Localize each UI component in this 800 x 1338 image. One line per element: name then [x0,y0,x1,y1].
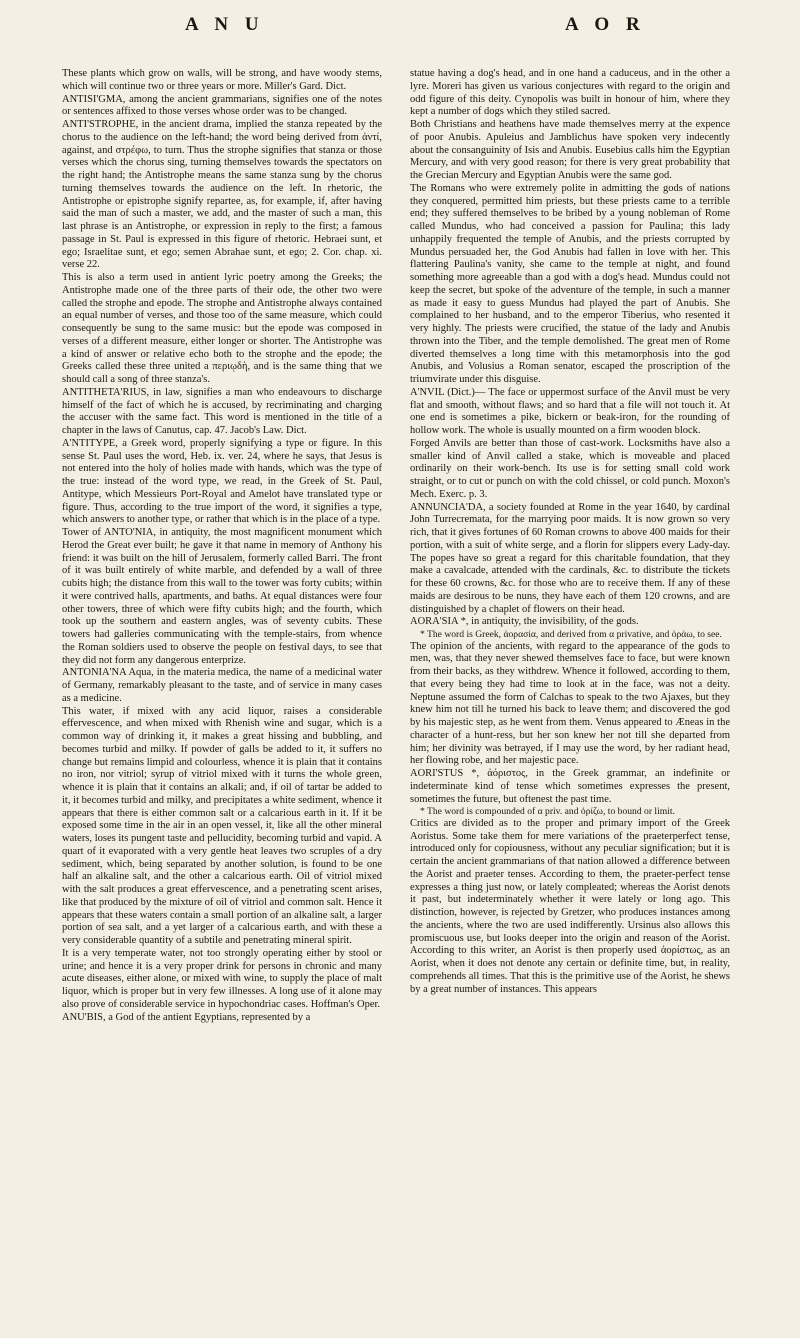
entry-paragraph: AORI'STUS *, ἀόριστος, in the Greek grammar, an indefinite or indeterminate kind of tense which sometimes expresses the present, sometimes the future, but oftenest the past time. [410,768,730,805]
running-head-left: A N U [185,14,265,35]
entry-paragraph: ANU'BIS, a God of the antient Egyptians, represented by a [62,1011,311,1023]
running-head-right: A O R [565,14,646,35]
entry-paragraph: The Romans who were extremely polite in admitting the gods of nations they conquered, permitted him priests, but these priests came to a terrible end; they suffered themselves to be bribed by a young nobleman of Rome called Mundus, who had conceived a passion for Paulina; this lady unhappily frequented the temple of Anubis, and the priests corrupted by Mundus persuaded her, the God Anubis had fallen in love with her. This flattering Paulina's vanity, she came to the temple at night, and found something more agreeable than a god with a dog's head. Mundus could not keep the secret, but spoke of the adventure of the temple, in such a manner as made it easy to guess Mundus had played the part of Anubis. She complained to her husband, and to the emperor Tiberius, who resented it very highly. The priests were crucified, the statue of the lady and Anubis thrown into the Tiber, and the temple demolished. The great men of Rome diverted themselves a long time with this metamorphosis into the god Anubis, and Volusius a Roman senator, escaped the proscription of the triumvirate under this disguise. [410,182,730,385]
entry-paragraph: The opinion of the ancients, with regard to the appearance of the gods to men, was, that they never shewed themselves face to face, but were known from their backs, as they withdrew. Whence it followed, according to them, that every being they had time to look at in the face, was not a deity. Neptune assumed the form of Calchas to speak to the two Ajaxes, but they knew him not till he turned his back to leave them; and discovered the god by his majestic step, as he went from them. Venus appeared to Æneas in the character of a hunt-ress, but her son knew her not till she departed from him; her divinity was betrayed, if I may use the word, by her radiant head, her flowing robe, and her majestic pace. [410,640,730,767]
footnote: * The word is compounded of α priv. and ὁρίζω, to bound or limit. [420,806,675,818]
footnote: * The word is Greek, ἀορασία, and derived from α privative, and ὁράω, to see. [420,629,722,640]
entry-paragraph: Tower of ANTO'NIA, in antiquity, the most magnificent monument which Herod the Great ever built; he gave it that name in memory of Anthony his friend: it was built on the hill of Jerusalem, formerly called Barri. The front of it was built entirely of white marble, and defended by a wall of three cubits high; the distance from this wall to the tower was forty cubits; within it were contrived halls, apartments, and baths. At equal distances were four other towers, three of which were fifty cubits high; and the fourth, which took up the southern and eastern angles, was of seventy cubits. These towers had galleries communicating with the temple-stairs, from whence the Roman soldiers used to observe the people on festival days, to see that they did not form any dangerous enterprize. [62,527,382,666]
right-column [410,68,730,996]
entry-paragraph: This is also a term used in antient lyric poetry among the Greeks; the Antistrophe made one of the three parts of their ode, the other two were called the strophe and epode. The strophe and Antistrophe always contained an equal number of verses, and those too of the same measure, which could consequently be sung to the same music: but the epode was composed in verses of a different measure, either longer or shorter. The Antistrophe was a kind of answer or relative echo both to the strophe and the epode; the Greeks called these three united a περιῳδὴ, and is the same thing that we should call a song of three stanza's. [62,272,382,385]
entry-paragraph: These plants which grow on walls, will be strong, and have woody stems, which will continue two or three years or more. Miller's Gard. Dict. [62,68,382,92]
entry-paragraph: A'NTITYPE, a Greek word, properly signifying a type or figure. In this sense St. Paul uses the word, Heb. ix. ver. 24, where he says, that Jesus is not entered into the holy of holies made with hands, which was the type of the true: instead of the word type, we read, in the Greek of St. Paul, Antitype, which Messieurs Port-Royal and Amelot have translated type or figure. Thus, according to the true import of the word, it signifies a type, which answers to another type, or rather that which is in the place of a type. [62,437,382,526]
left-column [62,68,382,1024]
entry-paragraph: ANNUNCIA'DA, a society founded at Rome in the year 1640, by cardinal John Turrecremata, for the marrying poor maids. It is now grown so very rich, that it gives fortunes of 60 Roman crowns to above 400 maids for their portion, with a suit of white serge, and a florin for slippers every Lady-day. The popes have so great a regard for this charitable foundation, that they make a cavalcade, attended with the cardinals, &c. to distribute the tickets for these 60 crowns, &c. for those who are to receive them. If any of these maids are desirous to be nuns, they have each of them 120 crowns, and are distinguished by a chaplet of flowers on their head. [410,501,730,615]
entry-paragraph: ANTI'STROPHE, in the ancient drama, implied the stanza repeated by the chorus to the audience on the left-hand; the word being derived from ἀντί, against, and στρέφω, to turn. Thus the strophe signifies that stanza or those verses which the chorus sing, turning themselves towards the spectators on the right hand; the Antistrophe means the same stanza sung by the chorus turning themselves towards the audience on the left. In rhetoric, the Antistrophe or epistrophe signify repartee, as, for example, if, after having said the man of such a master, we add, and the master of such a man, this last phrase is an Antistrophe, or expression in reply to the first; a famous passage in St. Paul is expressed in this figure of rhetoric. Hebraei sunt, et ego; Israelitae sunt, et ego; semen Abrahae sunt, et ego; 2. Cor. chap. xi. verse 22. [62,119,382,271]
entry-paragraph: statue having a dog's head, and in one hand a caduceus, and in the other a lyre. Moreri has given us various conjectures with regard to the origin and odd figure of this deity. Cynopolis was built in honour of him, where they kept a number of dogs which they stiled sacred. [410,68,730,118]
entry-paragraph: A'NVIL (Dict.)— The face or uppermost surface of the Anvil must be very flat and smooth, without flaws; and so hard that a file will not touch it. At one end is sometimes a pike, bickern or beak-iron, for the rounding of hollow work. The whole is usually mounted on a firm wooden block. [410,386,730,436]
entry-paragraph: This water, if mixed with any acid liquor, raises a considerable effervescence, and when mixed with Rhenish wine and sugar, which is a common way of drinking it, it makes a great hissing and bubbling, and becomes turbid and milky. If powder of galls be added to it, it suffers no change but remains limpid and colourless, whence it is plain that it contains no iron, nor vitriol; syrup of vitriol mixed with it turns the whole green, whence it is plain that it contains an alkali; and, if oil of tartar be added to it, it becomes turbid and milky, and precipitates a white sediment, whence it appears that there is either common salt or a calcarious earth in it. If it be exposed some time in the air in an open vessel, it, like all the other mineral waters, loses its pungent taste and pellucidity, becoming turbid and vapid. A quart of it evaporated with a very gentle heat leaves two scruples of a dry sediment, which, being separated by another solution, is found to be one half an alkaline salt, and the other a calcarious earth. Oil of vitriol mixed with the salt produces a great effervescence, and a penetrating scent arises, like that produced by the mixture of oil of vitriol and common salt. Hence it appears that these waters contain a small portion of an alkaline salt, a larger portion of sea salt, and a yet larger of a calcarious earth, and with these a very considerable quantity of a subtile and penetrating mineral spirit. [62,705,382,946]
entry-paragraph: ANTITHETA'RIUS, in law, signifies a man who endeavours to discharge himself of the fact of which he is accused, by recriminating and charging the accuser with the same fact. This word is mentioned in the title of a chapter in the laws of Canutus, cap. 47. Jacob's Law. Dict. [62,386,382,436]
entry-paragraph: Both Christians and heathens have made themselves merry at the expence of poor Anubis. Apuleius and Jamblichus have spoken very indecently about the consanguinity of Isis and Anubis. Eusebius calls him the Egyptian Mercury, and with very good reason; for there is very great probability that the Grecian Mercury and Egyptian Anubis were the same god. [410,119,730,181]
entry-paragraph: Forged Anvils are better than those of cast-work. Locksmiths have also a smaller kind of Anvil called a stake, which is moveable and placed ordinarily on their work-bench. Its use is for setting small cold work straight, or to cut or punch on with the cold chissel, or cold punch. Moxon's Mech. Exerc. p. 3. [410,437,730,500]
entry-paragraph: AORA'SIA *, in antiquity, the invisibility, of the gods. [410,616,639,628]
entry-paragraph: Critics are divided as to the proper and primary import of the Greek Aoristus. Some take them for mere variations of the praeterperfect tense, introduced only for copiousness, without any peculiar signification; but it is certain the ancient grammarians of that nation allowed a difference between the Aorist and praeter tenses. According to them, the praeter-perfect tense expresses a thing just now, or lately compleated; whereas the Aorist denots it past, but indeterminately whether it were lately or long ago. This distinction, however, is rejected by Gretzer, who produces instances among the ancients, where the two are used indifferently. Ursinus also allows this promiscuous use, but looks deeper into the origin and reason of the Aorist. According to this writer, an Aorist is then properly used ἀορίστως, as an Aorist, when it does not denote any certain or definite time, but, in reality, comprehends all times. That this is the primitive use of the Aorist, he shews by a great number of instances. This appears [410,817,730,995]
entry-paragraph: It is a very temperate water, not too strongly operating either by stool or urine; and hence it is a very proper drink for persons in chronic and many acute diseases, either alone, or mixed with wine, to supply the place of malt liquor, which is proper but in very few illnesses. A long use of it alone may also prove of considerable service in hypochondriac cases. Hoffman's Oper. [62,947,382,1010]
entry-paragraph: ANTONIA'NA Aqua, in the materia medica, the name of a medicinal water of Germany, remarkably pleasant to the taste, and of service in many cases as a medicine. [62,667,382,704]
entry-paragraph: ANTISI'GMA, among the ancient grammarians, signifies one of the notes or sentences affixed to those verses whose order was to be changed. [62,93,382,118]
